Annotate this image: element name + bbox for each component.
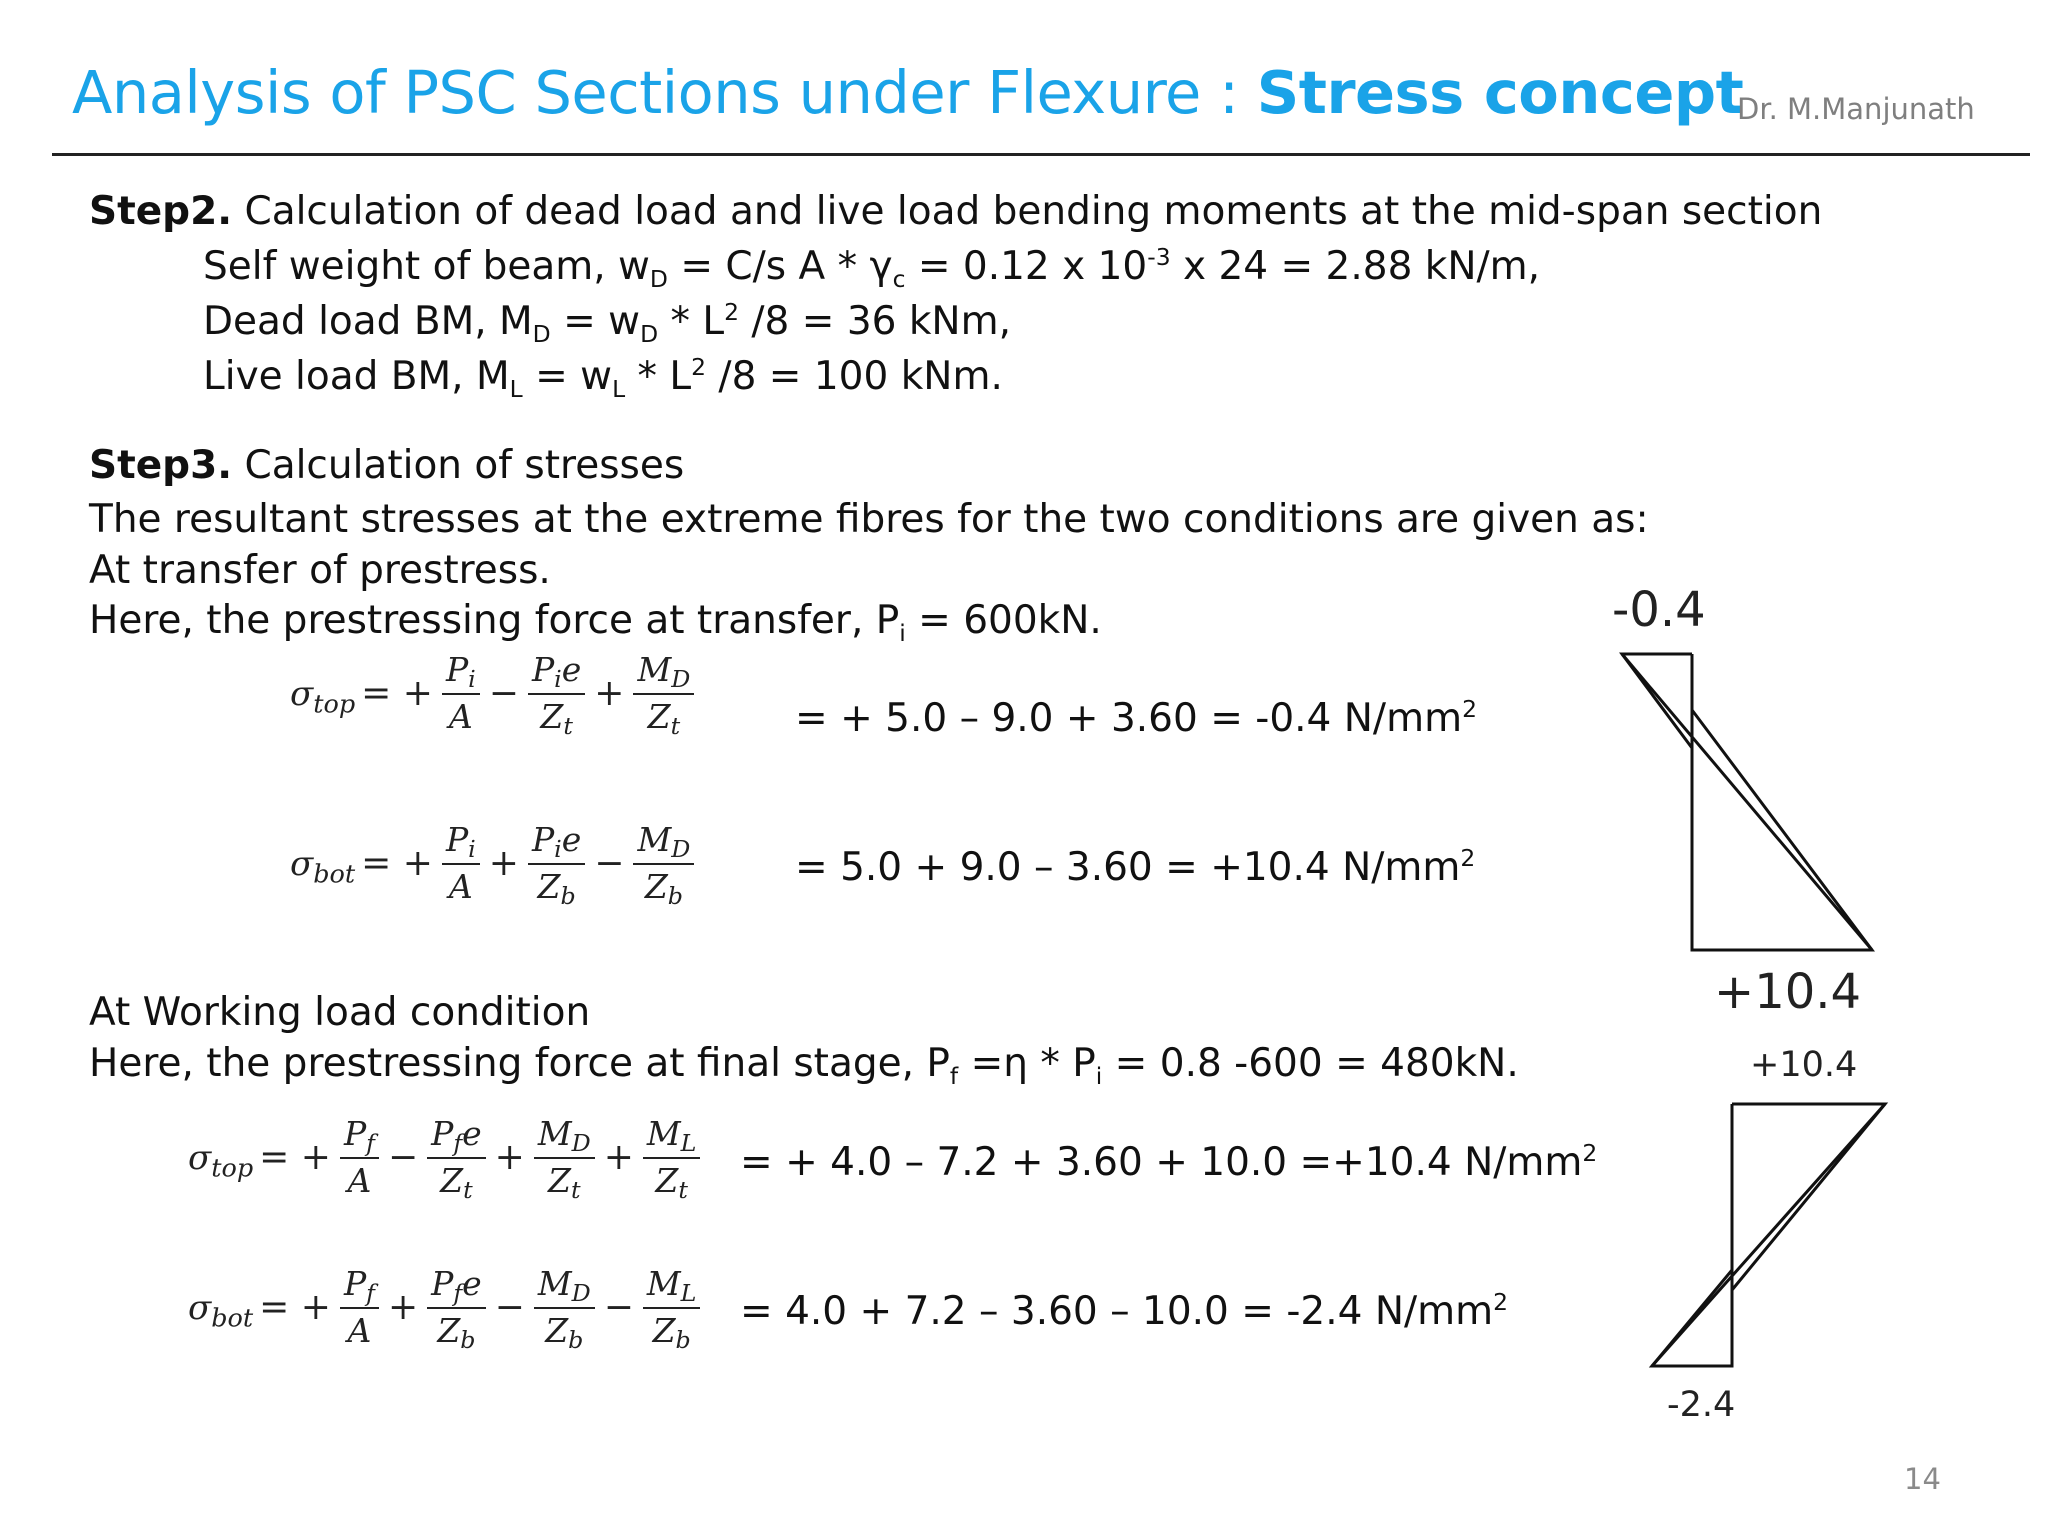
header-divider: [52, 153, 2030, 156]
transfer-diagram-bottom-label: +10.4: [1714, 964, 1862, 1020]
final-force-line: Here, the prestressing force at final stage, $P_f =\eta * P_i = 0.8$ -600 = 480kN.: [89, 1041, 1519, 1091]
formula-operator: +: [488, 843, 519, 885]
fraction-denominator: A: [448, 696, 473, 736]
fraction-denominator: $Z_t$: [540, 696, 573, 740]
formula-operator: −: [494, 1287, 525, 1329]
working-stress-diagram: [1630, 1090, 1910, 1380]
formula-lhs: $\sigma_{bot}$: [290, 843, 356, 890]
formula-fraction: [534, 1262, 595, 1353]
formula-operator: = +: [259, 1287, 331, 1329]
fraction-numerator: $P_fe$: [427, 1112, 486, 1159]
fraction-denominator: A: [448, 866, 473, 906]
formula-fraction: [528, 818, 585, 909]
formula-operator: −: [603, 1287, 634, 1329]
formula-fraction: [427, 1262, 486, 1353]
fraction-denominator: $Z_b$: [545, 1310, 584, 1354]
formula-lhs: $\sigma_{bot}$: [188, 1287, 254, 1334]
formula-transfer-top: [290, 648, 697, 739]
fraction-denominator: $Z_b$: [537, 866, 576, 910]
formula-operator: = +: [259, 1137, 331, 1179]
live-load-bm-line: Live load BM, $M_L = w_L * L^2$ /8 = 100 kNm.: [203, 352, 1003, 404]
formula-operator: = +: [361, 843, 433, 885]
fraction-numerator: $M_D$: [534, 1112, 595, 1159]
result-transfer-bot: = 5.0 + 9.0 – 3.60 = +10.4 $N/mm^2$: [795, 843, 1476, 890]
formula-lhs: $\sigma_{top}$: [188, 1137, 254, 1184]
step2-label: Step2.: [89, 189, 233, 234]
step2-heading-text: Calculation of dead load and live load bending moments at the mid-span section: [232, 189, 1823, 234]
formula-operator: +: [387, 1287, 419, 1329]
step3-heading-text: Calculation of stresses: [232, 443, 685, 488]
result-transfer-top: = + 5.0 – 9.0 + 3.60 = -0.4 $N/mm^2$: [795, 694, 1477, 741]
formula-fraction: [633, 648, 694, 739]
step3-label: Step3.: [89, 443, 233, 488]
working-diagram-bottom-label: -2.4: [1667, 1385, 1736, 1425]
formula-operator: = +: [361, 673, 433, 715]
fraction-numerator: $P_ie$: [528, 818, 585, 865]
formula-fraction: [340, 1262, 379, 1353]
result-working-top: = + 4.0 – 7.2 + 3.60 + 10.0 =+10.4 $N/mm^2$: [740, 1138, 1598, 1185]
fraction-numerator: $P_i$: [442, 648, 480, 695]
fraction-numerator: $M_D$: [534, 1262, 595, 1309]
slide-title: [72, 58, 1743, 127]
working-diagram-top-label: +10.4: [1750, 1045, 1858, 1085]
fraction-denominator: A: [347, 1310, 372, 1350]
transfer-heading: At transfer of prestress.: [89, 548, 551, 593]
self-weight-line: Self weight of beam, $w_D = C/s$ $A * \gamma_c = 0.12$ x $10^{-3}$ x 24 = 2.88 kN/m,: [203, 242, 1541, 294]
formula-operator: +: [494, 1137, 525, 1179]
formula-fraction: [643, 1112, 701, 1203]
transfer-force-line: Here, the prestressing force at transfer, $P_i = 600kN$.: [89, 598, 1102, 648]
fraction-numerator: $M_L$: [643, 1262, 701, 1309]
page-number: 14: [1904, 1462, 1941, 1496]
fraction-numerator: $P_i$: [442, 818, 480, 865]
fraction-numerator: $P_fe$: [427, 1262, 486, 1309]
fraction-numerator: $P_f$: [340, 1262, 379, 1309]
fraction-denominator: $Z_b$: [644, 866, 683, 910]
formula-operator: +: [594, 673, 625, 715]
formula-fraction: [534, 1112, 595, 1203]
author-name: Dr. M.Manjunath: [1737, 92, 1975, 126]
fraction-denominator: $Z_b$: [652, 1310, 691, 1354]
formula-fraction: [427, 1112, 486, 1203]
formula-lhs: $\sigma_{top}$: [290, 673, 356, 720]
fraction-numerator: $P_ie$: [528, 648, 585, 695]
fraction-numerator: $P_f$: [340, 1112, 379, 1159]
fraction-denominator: $Z_t$: [647, 696, 681, 740]
fraction-denominator: $Z_b$: [437, 1310, 476, 1354]
formula-transfer-bot: [290, 818, 697, 909]
fraction-denominator: $Z_t$: [548, 1160, 581, 1204]
fraction-denominator: $Z_t$: [655, 1160, 688, 1204]
transfer-bottom-triangle: [1692, 654, 1872, 950]
slide-title-bold: Stress concept: [1256, 58, 1744, 127]
working-stress-line: [1652, 1104, 1885, 1366]
formula-fraction: [633, 818, 694, 909]
step3-heading: [89, 443, 685, 488]
fraction-denominator: $Z_t$: [440, 1160, 473, 1204]
formula-operator: −: [488, 673, 519, 715]
slide-title-main: Analysis of PSC Sections under Flexure :: [72, 58, 1257, 127]
fraction-numerator: $M_L$: [643, 1112, 701, 1159]
fraction-denominator: A: [347, 1160, 372, 1200]
formula-working-bot: [188, 1262, 703, 1353]
step2-heading: [89, 189, 1823, 234]
formula-fraction: [340, 1112, 379, 1203]
formula-operator: +: [603, 1137, 634, 1179]
step3-intro: The resultant stresses at the extreme fibres for the two conditions are given as:: [89, 497, 1649, 542]
formula-working-top: [188, 1112, 703, 1203]
formula-fraction: [643, 1262, 701, 1353]
formula-fraction: [442, 648, 480, 739]
formula-fraction: [528, 648, 585, 739]
working-heading: At Working load condition: [89, 990, 591, 1035]
dead-load-bm-line: Dead load BM, $M_D = w_D * L^2$ /8 = 36 kNm,: [203, 297, 1011, 349]
formula-operator: −: [594, 843, 625, 885]
formula-fraction: [442, 818, 480, 909]
transfer-diagram-top-label: -0.4: [1612, 582, 1706, 638]
formula-operator: −: [387, 1137, 419, 1179]
result-working-bot: = 4.0 + 7.2 – 3.60 – 10.0 = -2.4 $N/mm^2$: [740, 1287, 1509, 1334]
fraction-numerator: $M_D$: [633, 648, 694, 695]
fraction-numerator: $M_D$: [633, 818, 694, 865]
transfer-stress-diagram: [1600, 640, 1900, 960]
transfer-stress-line: [1622, 654, 1872, 950]
